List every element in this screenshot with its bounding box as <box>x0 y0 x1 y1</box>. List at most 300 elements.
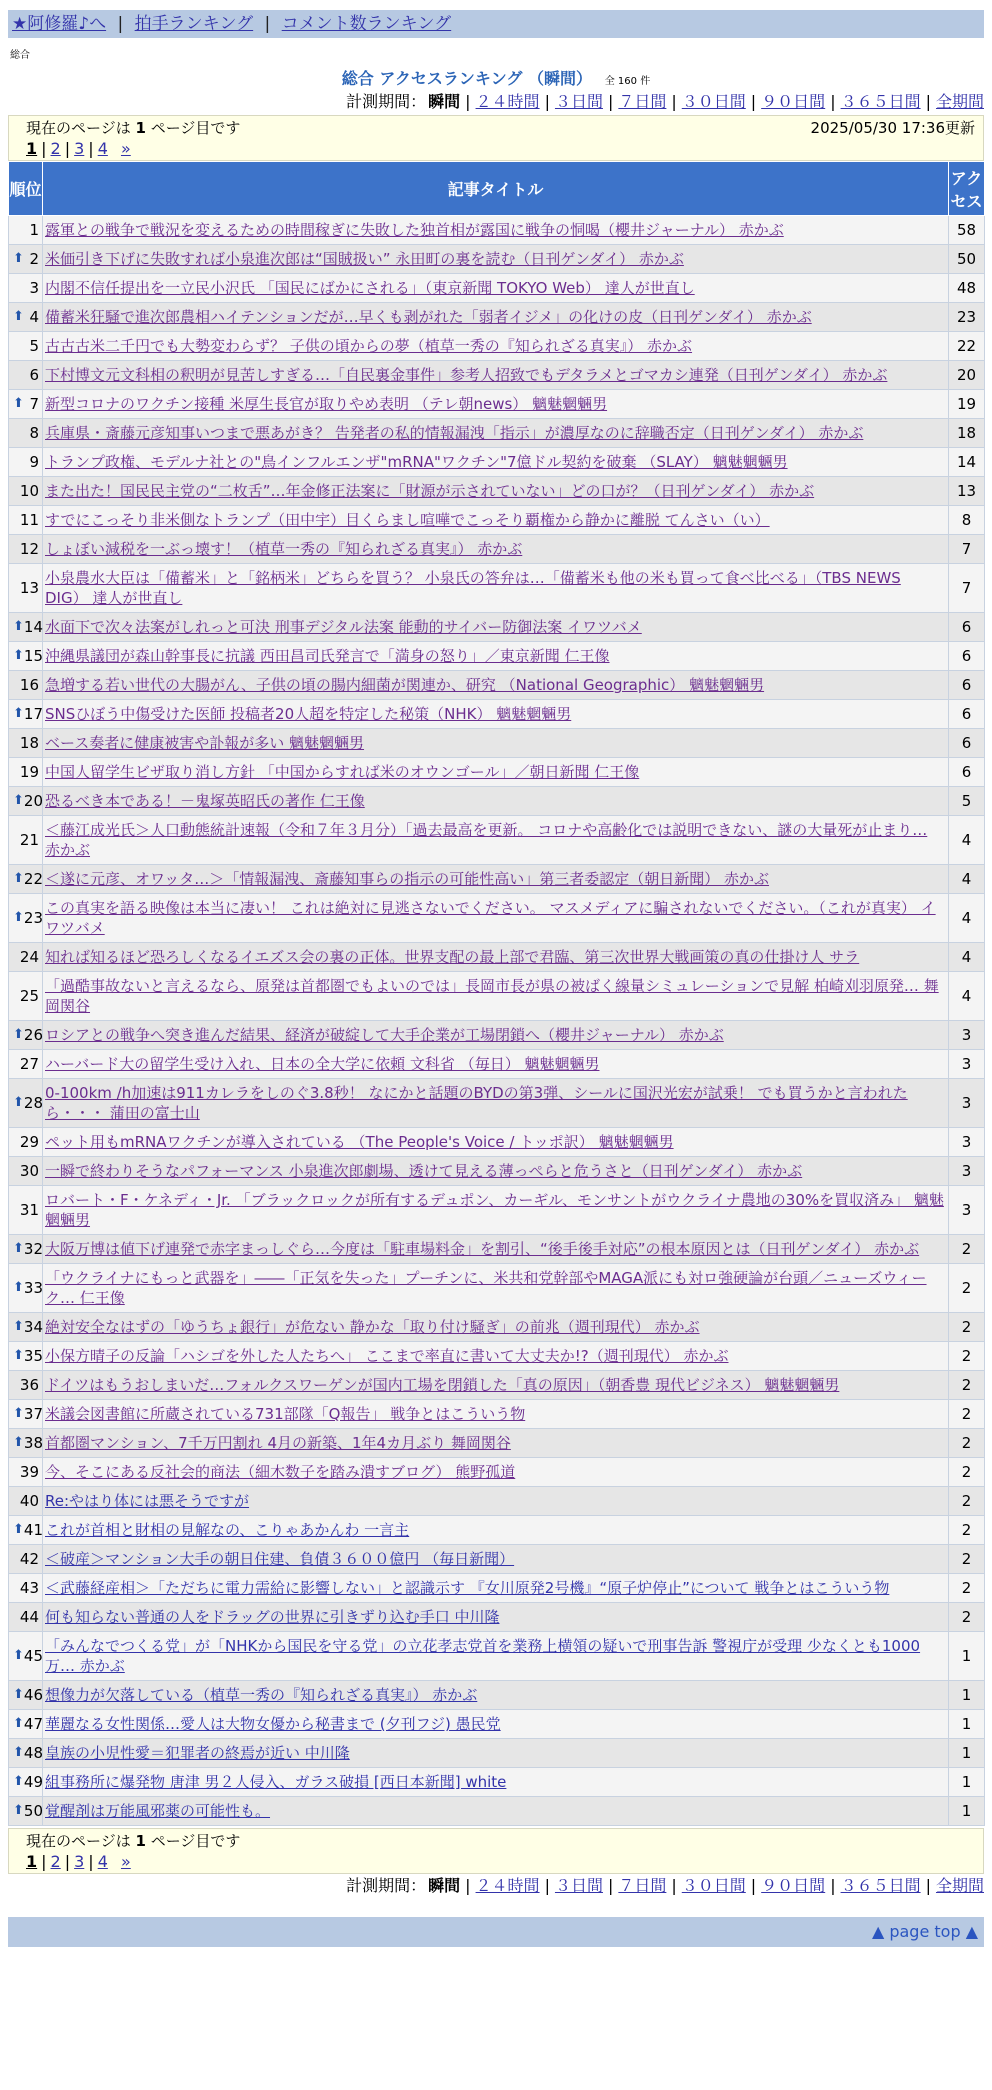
title-cell <box>43 1079 949 1128</box>
up-arrow-icon: ⬆ <box>13 251 24 266</box>
period-option[interactable]: ３０日間 <box>681 1876 746 1895</box>
rank-cell <box>9 972 43 1021</box>
home-link[interactable]: ★阿修羅♪へ <box>12 14 107 34</box>
rank-number: 29 <box>19 1133 39 1151</box>
title-cell <box>43 448 949 477</box>
rank-number: 42 <box>19 1550 39 1568</box>
title-cell <box>43 758 949 787</box>
article-link[interactable]: また出た！国民民主党の“二枚舌”…年金修正法案に「財源が示されていない」どの口が？（日刊ゲンダイ） 赤かぶ <box>45 482 815 500</box>
access-count: 2 <box>949 1458 985 1487</box>
rank-cell <box>9 1186 43 1235</box>
pager-page-2[interactable]: 2 <box>50 1852 61 1871</box>
rank-cell <box>9 216 43 245</box>
rank-cell <box>9 816 43 865</box>
title-cell <box>43 865 949 894</box>
article-link[interactable]: ＜藤江成光氏＞人口動態統計速報（令和７年３月分）「過去最高を更新。 コロナや高齢化では説明できない、謎の大量死が止まり… 赤かぶ <box>45 821 928 859</box>
period-selector-top <box>8 91 984 113</box>
article-link[interactable]: 兵庫県・斎藤元彦知事いつまで悪あがき？ 告発者の私的情報漏洩「指示」が濃厚なのに辞職否定（日刊ゲンダイ） 赤かぶ <box>45 424 864 442</box>
article-link[interactable]: 華麗なる女性関係…愛人は大物女優から秘書まで (夕刊フジ) 愚民党 <box>45 1715 501 1733</box>
access-count: 2 <box>949 1487 985 1516</box>
access-count: 58 <box>949 216 985 245</box>
rank-cell <box>9 1603 43 1632</box>
pager-page-3[interactable]: 3 <box>74 1852 85 1871</box>
period-option[interactable]: ３６５日間 <box>840 1876 921 1895</box>
article-link[interactable]: これが首相と財相の見解なの、こりゃあかんわ 一言主 <box>45 1521 410 1539</box>
period-option[interactable]: ７日間 <box>618 92 667 111</box>
title-cell <box>43 1050 949 1079</box>
rank-number: 17 <box>23 705 43 723</box>
pager-page-4[interactable]: 4 <box>97 139 108 158</box>
access-count: 6 <box>949 729 985 758</box>
rank-number: 44 <box>19 1608 39 1626</box>
title-header: 記事タイトル <box>43 162 949 216</box>
access-count: 6 <box>949 758 985 787</box>
title-cell <box>43 642 949 671</box>
article-link[interactable]: 今、そこにある反社会的商法（細木数子を踏み潰すブログ） 熊野孤道 <box>45 1463 516 1481</box>
access-count: 2 <box>949 1429 985 1458</box>
rank-cell <box>9 1050 43 1079</box>
access-count: 3 <box>949 1186 985 1235</box>
comment-ranking-link[interactable]: コメント数ランキング <box>281 14 452 34</box>
rank-cell <box>9 787 43 816</box>
rank-number: 12 <box>19 540 39 558</box>
up-arrow-icon: ⬆ <box>13 619 24 634</box>
period-separator: | <box>544 92 550 111</box>
access-count: 1 <box>949 1632 985 1681</box>
title-cell <box>43 1768 949 1797</box>
article-link[interactable]: この真実を語る映像は本当に凄い！ これは絶対に見逃さないでください。 マスメディアに騙されないでください。（これが真実） イワツバメ <box>45 899 936 937</box>
article-link[interactable]: 首都圏マンション、7千万円割れ 4月の新築、1年4カ月ぶり 舞岡関谷 <box>45 1434 511 1452</box>
top-nav <box>8 10 984 38</box>
title-cell <box>43 894 949 943</box>
rank-cell <box>9 303 43 332</box>
article-link[interactable]: 急増する若い世代の大腸がん、子供の頃の腸内細菌が関連か、研究 （National Geographic） 魑魅魍魎男 <box>45 676 765 694</box>
title-cell <box>43 535 949 564</box>
title-row <box>8 68 984 90</box>
up-arrow-icon: ⬆ <box>13 1095 24 1110</box>
rank-cell <box>9 1313 43 1342</box>
title-cell <box>43 564 949 613</box>
rank-number: 21 <box>19 831 39 849</box>
article-link[interactable]: 一瞬で終わりそうなパフォーマンス 小泉進次郎劇場、透けて見える薄っぺらと危うさと（日刊ゲンダイ） 赤かぶ <box>45 1162 803 1180</box>
period-option[interactable]: 全期間 <box>935 1876 984 1895</box>
rank-number: 2 <box>29 250 39 268</box>
table-row <box>9 1157 985 1186</box>
article-link[interactable]: ハーバード大の留学生受け入れ、日本の全大学に依頼 文科省 （毎日） 魑魅魍魎男 <box>45 1055 600 1073</box>
rank-cell <box>9 564 43 613</box>
rank-cell <box>9 1797 43 1826</box>
article-link[interactable]: 古古古米二千円でも大勢変わらず？ 子供の頃からの夢（植草一秀の『知られざる真実』） 赤かぶ <box>45 337 693 355</box>
access-count: 6 <box>949 642 985 671</box>
rank-number: 30 <box>19 1162 39 1180</box>
rank-number: 50 <box>23 1802 43 1820</box>
table-row <box>9 1313 985 1342</box>
table-row <box>9 303 985 332</box>
rank-cell <box>9 613 43 642</box>
table-row <box>9 1545 985 1574</box>
table-row <box>9 943 985 972</box>
title-cell <box>43 972 949 1021</box>
rank-cell <box>9 1545 43 1574</box>
access-count: 3 <box>949 1157 985 1186</box>
access-count: 22 <box>949 332 985 361</box>
period-separator: | <box>830 1876 836 1895</box>
access-count: 14 <box>949 448 985 477</box>
rank-cell <box>9 477 43 506</box>
access-count: 5 <box>949 787 985 816</box>
rank-cell <box>9 448 43 477</box>
rank-header: 順位 <box>9 162 43 216</box>
up-arrow-icon: ⬆ <box>13 309 24 324</box>
access-count: 2 <box>949 1371 985 1400</box>
period-option[interactable]: ９０日間 <box>761 1876 826 1895</box>
rank-cell <box>9 1487 43 1516</box>
up-arrow-icon: ⬆ <box>13 793 24 808</box>
period-option: 瞬間 <box>428 92 461 111</box>
period-separator: | <box>830 92 836 111</box>
table-row <box>9 1768 985 1797</box>
access-count: 3 <box>949 1079 985 1128</box>
period-option[interactable]: ２４時間 <box>475 92 540 111</box>
table-row <box>9 613 985 642</box>
up-arrow-icon: ⬆ <box>13 1648 24 1663</box>
period-option[interactable]: ３日間 <box>554 1876 603 1895</box>
pager-separator: | <box>64 1852 71 1871</box>
access-count: 2 <box>949 1574 985 1603</box>
rank-cell <box>9 642 43 671</box>
article-link[interactable]: 内閣不信任提出を一立民小沢氏 「国民にばかにされる」（東京新聞 TOKYO Web） 達人が世直し <box>45 279 695 297</box>
rank-number: 22 <box>23 870 43 888</box>
access-count: 4 <box>949 865 985 894</box>
article-link[interactable]: ドイツはもうおしまいだ…フォルクスワーゲンが国内工場を閉鎖した「真の原因」（朝香豊 現代ビジネス） 魑魅魍魎男 <box>45 1376 840 1394</box>
rank-number: 11 <box>19 511 39 529</box>
article-link[interactable]: 下村博文元文科相の釈明が見苦しすぎる…「自民裏金事件」参考人招致でもデタラメとゴマカシ連発（日刊ゲンダイ） 赤かぶ <box>45 366 888 384</box>
period-separator: | <box>465 92 471 111</box>
article-link[interactable]: ベース奏者に健康被害や訃報が多い 魑魅魍魎男 <box>45 734 365 752</box>
rank-number: 43 <box>19 1579 39 1597</box>
table-row <box>9 1235 985 1264</box>
title-cell <box>43 1157 949 1186</box>
access-count: 3 <box>949 1050 985 1079</box>
period-option[interactable]: ９０日間 <box>761 92 826 111</box>
article-link[interactable]: 「過酷事故ないと言えるなら、原発は首都圏でもよいのでは」長岡市長が県の被ばく線量シミュレーションで見解 柏崎刈羽原発… 舞岡関谷 <box>45 977 939 1015</box>
rank-cell <box>9 1768 43 1797</box>
article-link[interactable]: ペット用もmRNAワクチンが導入されている （The People's Voice / トッポ訳） 魑魅魍魎男 <box>45 1133 674 1151</box>
rank-number: 8 <box>29 424 39 442</box>
up-arrow-icon: ⬆ <box>13 1027 24 1042</box>
table-row <box>9 1710 985 1739</box>
article-link[interactable]: ＜破産＞マンション大手の朝日住建、負債３６００億円 （毎日新聞） <box>45 1550 515 1568</box>
article-link[interactable]: 小泉農水大臣は「備蓄米」と「銘柄米」どちらを買う？ 小泉氏の答弁は…「備蓄米も他の米も買って食べ比べる」（TBS NEWS DIG） 達人が世直し <box>45 569 901 607</box>
period-options <box>428 1876 984 1895</box>
current-page-text: 現在のページは 1 ページ目です <box>26 1832 241 1850</box>
title-cell <box>43 729 949 758</box>
access-count: 2 <box>949 1342 985 1371</box>
title-cell <box>43 1458 949 1487</box>
up-arrow-icon: ⬆ <box>13 706 24 721</box>
table-row <box>9 332 985 361</box>
rank-number: 39 <box>19 1463 39 1481</box>
article-link[interactable]: ロバート・F・ケネディ・Jr. 「ブラックロックが所有するデュポン、カーギル、モンサントがウクライナ農地の30%を買収済み」 魑魅魍魎男 <box>45 1191 944 1229</box>
article-link[interactable]: ＜武藤経産相＞「ただちに電力需給に影響しない」と認識示す 『女川原発2号機』“原子炉停止”について 戦争とはこういう物 <box>45 1579 890 1597</box>
access-count: 4 <box>949 816 985 865</box>
table-row <box>9 506 985 535</box>
rank-cell <box>9 1079 43 1128</box>
ranking-table <box>8 161 985 1826</box>
table-row <box>9 1458 985 1487</box>
rank-number: 14 <box>23 618 43 636</box>
title-cell <box>43 332 949 361</box>
page-title: 総合 アクセスランキング （瞬間） <box>341 69 592 88</box>
up-arrow-icon: ⬆ <box>13 1803 24 1818</box>
article-link[interactable]: 恐るべき本である！－鬼塚英昭氏の著作 仁王像 <box>45 792 365 810</box>
pager-separator: | <box>88 1852 94 1871</box>
article-link[interactable]: Re:やはり体には悪そうですが <box>45 1492 250 1510</box>
table-row <box>9 1128 985 1157</box>
access-count: 2 <box>949 1400 985 1429</box>
table-row <box>9 816 985 865</box>
article-link[interactable]: 備蓄米狂騒で進次郎農相ハイテンションだが…早くも剥がれた「弱者イジメ」の化けの皮（日刊ゲンダイ） 赤かぶ <box>45 308 812 326</box>
title-cell <box>43 1021 949 1050</box>
table-row <box>9 729 985 758</box>
title-cell <box>43 1487 949 1516</box>
title-cell <box>43 816 949 865</box>
updated-timestamp: 2025/05/30 17:36更新 <box>810 119 975 137</box>
pager-separator: | <box>88 139 94 158</box>
access-count: 2 <box>949 1264 985 1313</box>
table-row <box>9 564 985 613</box>
pager-page-4[interactable]: 4 <box>97 1852 108 1871</box>
table-row <box>9 361 985 390</box>
rank-number: 31 <box>19 1201 39 1219</box>
title-cell <box>43 787 949 816</box>
category-label: 総合 <box>10 50 30 61</box>
pager <box>26 1851 975 1873</box>
rank-number: 19 <box>19 763 39 781</box>
page <box>0 10 992 1947</box>
footer-bar <box>8 1917 984 1947</box>
up-arrow-icon: ⬆ <box>13 910 24 925</box>
table-row <box>9 535 985 564</box>
rank-number: 49 <box>23 1773 43 1791</box>
rank-cell <box>9 1342 43 1371</box>
up-arrow-icon: ⬆ <box>13 1319 24 1334</box>
table-row <box>9 1050 985 1079</box>
period-separator: | <box>925 1876 931 1895</box>
up-arrow-icon: ⬆ <box>13 396 24 411</box>
table-row <box>9 671 985 700</box>
article-link[interactable]: 米議会図書館に所蔵されている731部隊「Q報告」 戦争とはこういう物 <box>45 1405 526 1423</box>
ranking-rows <box>9 216 985 1826</box>
article-link[interactable]: 大阪万博は値下げ連発で赤字まっしぐら…今度は「駐車場料金」を割引、“後手後手対応”の根本原因とは（日刊ゲンダイ） 赤かぶ <box>45 1240 920 1258</box>
rank-cell <box>9 943 43 972</box>
access-count: 13 <box>949 477 985 506</box>
table-row <box>9 245 985 274</box>
total-count: 全 160 件 <box>604 76 651 87</box>
up-arrow-icon: ⬆ <box>13 1241 24 1256</box>
page-top-link[interactable]: ▲ page top ▲ <box>871 1922 978 1941</box>
up-arrow-icon: ⬆ <box>13 1774 24 1789</box>
article-link[interactable]: トランプ政権、モデルナ社との"鳥インフルエンザ"mRNA"ワクチン"7億ドル契約を破棄 （SLAY） 魑魅魍魎男 <box>45 453 788 471</box>
title-cell <box>43 1128 949 1157</box>
table-row <box>9 1342 985 1371</box>
rank-cell <box>9 894 43 943</box>
article-link[interactable]: 皇族の小児性愛＝犯罪者の終焉が近い 中川隆 <box>45 1744 350 1762</box>
access-count: 7 <box>949 535 985 564</box>
nav-separator: | <box>117 14 124 34</box>
pager-next[interactable]: » <box>120 1852 131 1871</box>
pager-separator: | <box>41 139 47 158</box>
table-row <box>9 1574 985 1603</box>
access-count: 4 <box>949 894 985 943</box>
article-link[interactable]: 何も知らない普通の人をドラッグの世界に引きずり込む手口 中川隆 <box>45 1608 500 1626</box>
rank-number: 1 <box>29 221 39 239</box>
title-cell <box>43 1603 949 1632</box>
rank-number: 46 <box>23 1686 43 1704</box>
applause-ranking-link[interactable]: 拍手ランキング <box>134 14 254 34</box>
access-count: 48 <box>949 274 985 303</box>
title-cell <box>43 1739 949 1768</box>
rank-cell <box>9 361 43 390</box>
article-link[interactable]: 「みんなでつくる党」が「NHKから国民を守る党」の立花孝志党首を業務上横領の疑いで刑事告訴 警視庁が受理 少なくとも1000万… 赤かぶ <box>45 1637 921 1675</box>
title-cell <box>43 1710 949 1739</box>
article-link[interactable]: SNSひぼう中傷受けた医師 投稿者20人超を特定した秘策（NHK） 魑魅魍魎男 <box>45 705 572 723</box>
access-count: 6 <box>949 671 985 700</box>
rank-number: 26 <box>23 1026 43 1044</box>
rank-number: 40 <box>19 1492 39 1510</box>
pager-page-3[interactable]: 3 <box>74 139 85 158</box>
table-row <box>9 448 985 477</box>
period-separator: | <box>671 92 677 111</box>
rank-cell <box>9 1021 43 1050</box>
rank-number: 13 <box>19 579 39 597</box>
period-separator: | <box>465 1876 471 1895</box>
rank-number: 34 <box>23 1318 43 1336</box>
article-link[interactable]: すでにこっそり非米側なトランプ（田中宇）目くらまし喧嘩でこっそり覇権から静かに離脱 てんさい（い） <box>45 511 770 529</box>
access-count: 6 <box>949 700 985 729</box>
article-link[interactable]: 米価引き下げに失敗すれば小泉進次郎は“国賊扱い” 永田町の裏を読む（日刊ゲンダイ） 赤かぶ <box>45 250 684 268</box>
table-row <box>9 1429 985 1458</box>
title-cell <box>43 1545 949 1574</box>
period-separator: | <box>925 92 931 111</box>
rank-number: 5 <box>29 337 39 355</box>
nav-separator: | <box>264 14 271 34</box>
article-link[interactable]: 「ウクライナにもっと武器を」――「正気を失った」プーチンに、米共和党幹部やMAGA派にも対ロ強硬論が台頭／ニューズウィーク… 仁王像 <box>45 1269 927 1307</box>
title-cell <box>43 303 949 332</box>
rank-cell <box>9 1371 43 1400</box>
article-link[interactable]: 水面下で次々法案がしれっと可決 刑事デジタル法案 能動的サイバー防御法案 イワツバメ <box>45 618 642 636</box>
title-cell <box>43 1400 949 1429</box>
table-row <box>9 787 985 816</box>
period-options <box>428 92 984 111</box>
rank-number: 16 <box>19 676 39 694</box>
access-header: アクセス <box>949 162 985 216</box>
table-row <box>9 1632 985 1681</box>
article-link[interactable]: 想像力が欠落している（植草一秀の『知られざる真実』） 赤かぶ <box>45 1686 478 1704</box>
access-count: 1 <box>949 1739 985 1768</box>
rank-number: 10 <box>19 482 39 500</box>
title-cell <box>43 390 949 419</box>
table-row <box>9 865 985 894</box>
period-option[interactable]: 全期間 <box>935 92 984 111</box>
table-row <box>9 1739 985 1768</box>
article-link[interactable]: 0-100km /h加速は911カレラをしのぐ3.8秒！ なにかと話題のBYDの第3弾、シールに国沢光宏が試乗！ でも買うかと言われたら・・・ 蒲田の富士山 <box>45 1084 908 1122</box>
period-option[interactable]: ７日間 <box>618 1876 667 1895</box>
title-cell <box>43 1516 949 1545</box>
article-link[interactable]: ＜遂に元彦、オワッタ…＞「情報漏洩、斎藤知事らの指示の可能性高い」第三者委認定（朝日新聞） 赤かぶ <box>45 870 770 888</box>
article-link[interactable]: 露軍との戦争で戦況を変えるための時間稼ぎに失敗した独首相が露国に戦争の恫喝（櫻井ジャーナル） 赤かぶ <box>45 221 784 239</box>
table-row <box>9 1400 985 1429</box>
period-option[interactable]: ３日間 <box>554 92 603 111</box>
rank-number: 4 <box>29 308 39 326</box>
article-link[interactable]: 絶対安全なはずの「ゆうちょ銀行」が危ない 静かな「取り付け騒ぎ」の前兆（週刊現代） 赤かぶ <box>45 1318 700 1336</box>
period-option[interactable]: ３０日間 <box>681 92 746 111</box>
period-separator: | <box>671 1876 677 1895</box>
article-link[interactable]: ロシアとの戦争へ突き進んだ結果、経済が破綻して大手企業が工場閉鎖へ（櫻井ジャーナル） 赤かぶ <box>45 1026 724 1044</box>
up-arrow-icon: ⬆ <box>13 1435 24 1450</box>
period-option: 瞬間 <box>428 1876 461 1895</box>
pager <box>26 138 975 160</box>
table-row <box>9 390 985 419</box>
title-cell <box>43 1632 949 1681</box>
rank-cell <box>9 1458 43 1487</box>
rank-number: 37 <box>23 1405 43 1423</box>
title-cell <box>43 1371 949 1400</box>
pager-page-2[interactable]: 2 <box>50 139 61 158</box>
table-row <box>9 1371 985 1400</box>
title-cell <box>43 419 949 448</box>
table-row <box>9 477 985 506</box>
table-row <box>9 216 985 245</box>
article-link[interactable]: 覚醒剤は万能風邪薬の可能性も。 <box>45 1802 271 1820</box>
access-count: 1 <box>949 1710 985 1739</box>
article-link[interactable]: 新型コロナのワクチン接種 米厚生長官が取りやめ表明 （テレ朝news） 魑魅魍魎男 <box>45 395 608 413</box>
rank-number: 33 <box>23 1279 43 1297</box>
rank-number: 48 <box>23 1744 43 1762</box>
title-cell <box>43 1574 949 1603</box>
rank-cell <box>9 1400 43 1429</box>
article-link[interactable]: 小保方晴子の反論「ハシゴを外した人たちへ」 ここまで率直に書いて大丈夫か!?（週刊現代） 赤かぶ <box>45 1347 729 1365</box>
rank-number: 15 <box>23 647 43 665</box>
article-link[interactable]: 沖縄県議団が森山幹事長に抗議 西田昌司氏発言で「満身の怒り」／東京新聞 仁王像 <box>45 647 610 665</box>
article-link[interactable]: しょぼい減税を一ぶっ壊す！（植草一秀の『知られざる真実』） 赤かぶ <box>45 540 523 558</box>
period-label: 計測期間： <box>346 92 427 111</box>
article-link[interactable]: 組事務所に爆発物 唐津 男２人侵入、ガラス破損 [西日本新聞] white <box>45 1773 507 1791</box>
table-row <box>9 1516 985 1545</box>
table-row <box>9 700 985 729</box>
access-count: 4 <box>949 972 985 1021</box>
rank-number: 24 <box>19 948 39 966</box>
period-option[interactable]: ３６５日間 <box>840 92 921 111</box>
rank-cell <box>9 535 43 564</box>
title-cell <box>43 1429 949 1458</box>
title-cell <box>43 506 949 535</box>
period-separator: | <box>750 92 757 111</box>
table-row <box>9 1603 985 1632</box>
rank-number: 35 <box>23 1347 43 1365</box>
rank-cell <box>9 1264 43 1313</box>
title-cell <box>43 943 949 972</box>
rank-number: 27 <box>19 1055 39 1073</box>
article-link[interactable]: 中国人留学生ビザ取り消し方針 「中国からすれば米のオウンゴール」／朝日新聞 仁王像 <box>45 763 640 781</box>
article-link[interactable]: 知れば知るほど恐ろしくなるイエズス会の裏の正体。世界支配の最上部で君臨、第三次世界大戦画策の真の仕掛け人 サラ <box>45 948 860 966</box>
access-count: 2 <box>949 1545 985 1574</box>
period-option[interactable]: ２４時間 <box>475 1876 540 1895</box>
rank-cell <box>9 1128 43 1157</box>
pager-page-1: 1 <box>26 139 38 158</box>
table-row <box>9 1264 985 1313</box>
pager-next[interactable]: » <box>120 139 131 158</box>
